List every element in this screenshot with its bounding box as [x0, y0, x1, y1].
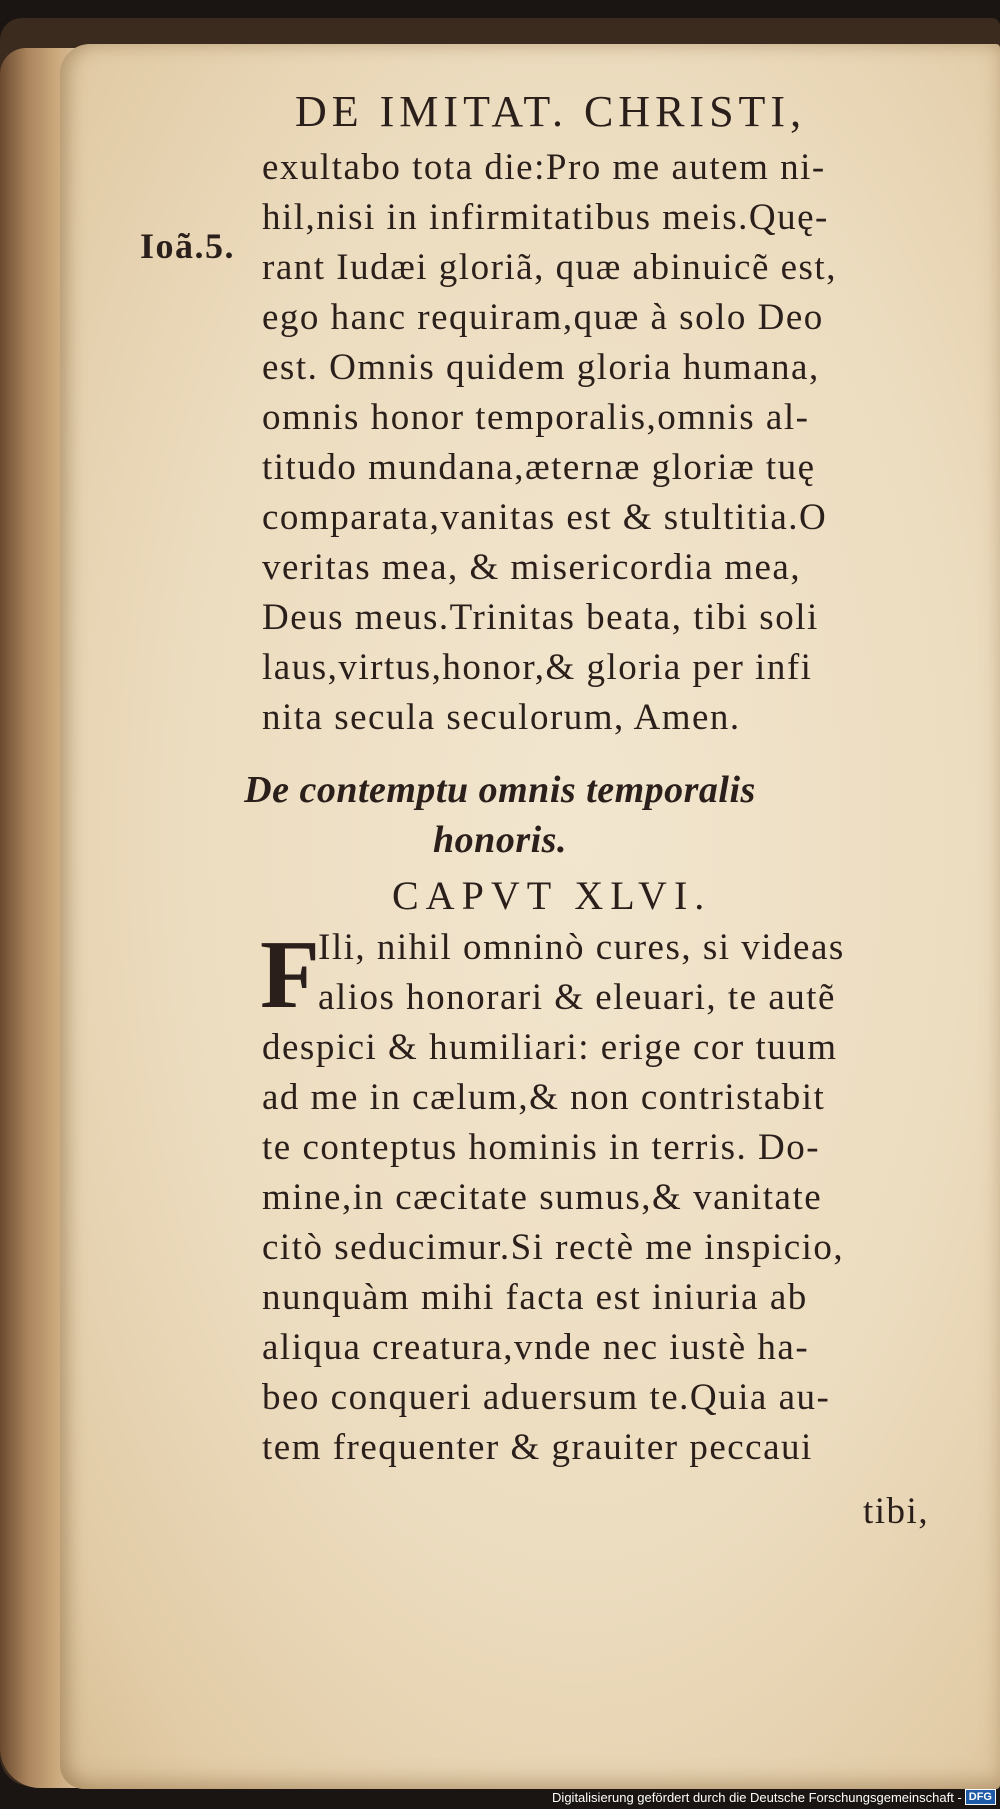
chapter-label: CAPVT XLVI. — [392, 873, 712, 918]
text-line: alios honorari & eleuari, te autẽ — [318, 977, 836, 1018]
text-line: laus,virtus,honor,& gloria per infi — [262, 647, 813, 688]
text-line: despici & humiliari: erige cor tuum — [262, 1027, 838, 1068]
running-head: DE IMITAT. CHRISTI, — [295, 87, 807, 136]
footer-credit: Digitalisierung gefördert durch die Deutsche Forschungsgemeinschaft - — [552, 1789, 962, 1805]
text-line: aliqua creatura,vnde nec iustè ha- — [262, 1327, 810, 1368]
margin-note: Ioã.5. — [140, 226, 236, 266]
text-line: ad me in cælum,& non contristabit — [262, 1077, 826, 1118]
text-line: hil,nisi in infirmitatibus meis.Quę- — [262, 197, 829, 238]
section-heading: De contemptu omnis temporalis — [244, 769, 756, 811]
text-line: beo conqueri aduersum te.Quia au- — [262, 1377, 831, 1418]
digitization-footer — [552, 1787, 996, 1807]
text-line: est. Omnis quidem gloria humana, — [262, 347, 820, 388]
text-line: Ili, nihil omninò cures, si videas — [318, 927, 845, 968]
text-line: mine,in cæcitate sumus,& vanitate — [262, 1177, 823, 1218]
text-line: comparata,vanitas est & stultitia.O — [262, 497, 828, 538]
text-line: titudo mundana,æternæ gloriæ tuę — [262, 447, 816, 488]
text-line: omnis honor temporalis,omnis al- — [262, 397, 810, 438]
text-line: te conteptus hominis in terris. Do- — [262, 1127, 821, 1168]
text-line: nunquàm mihi facta est iniuria ab — [262, 1277, 808, 1318]
text-line: Deus meus.Trinitas beata, tibi soli — [262, 597, 819, 638]
section-heading-continued: honoris. — [433, 819, 567, 861]
drop-cap: F — [260, 921, 322, 1029]
text-line: exultabo tota die:Pro me autem ni- — [262, 147, 826, 188]
text-line: veritas mea, & misericordia mea, — [262, 547, 802, 588]
text-line: nita secula seculorum, Amen. — [262, 697, 741, 738]
catchword: tibi, — [863, 1491, 930, 1532]
text-line: ego hanc requiram,quæ à solo Deo — [262, 297, 824, 338]
dfg-logo-icon: DFG — [965, 1789, 996, 1805]
text-line: tem frequenter & grauiter peccaui — [262, 1427, 813, 1468]
text-line: citò seducimur.Si rectè me inspicio, — [262, 1227, 845, 1268]
text-line: rant Iudæi gloriã, quæ abinuicẽ est, — [262, 247, 837, 288]
